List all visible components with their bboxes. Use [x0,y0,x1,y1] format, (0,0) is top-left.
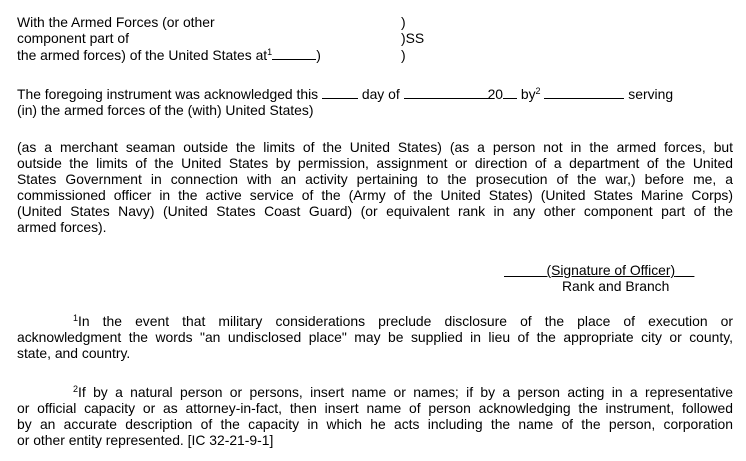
venue-line-3-text: the armed forces) of the United States at [17,47,268,63]
ack-line-2: (in) the armed forces of the (with) United States) [17,102,314,118]
body-line: (United States Navy) (United States Coast Guard) (or equivalent rank in any other component part of the [17,203,733,219]
body-line: outside the limits of the United States by permission, assignment or direction of a department of the United [17,155,733,171]
footnote-line: or official capacity or as attorney-in-fact, then insert name of person acknowledging the instrument, followed [17,400,733,416]
venue-line-3 [17,47,321,63]
body-paragraph [17,139,733,235]
footnote-2-marker: 2 [73,384,79,394]
rank-and-branch: Rank and Branch [562,278,670,294]
day-blank [322,86,358,99]
footnote-line: acknowledgment the words "an undisclosed place" may be supplied in lieu of the appropriate city or county, [17,329,733,345]
ack-line [17,86,673,102]
footnote-line: state, and country. [17,345,131,361]
ack-by: by [520,86,536,102]
body-line: States Government in connection with an activity pertaining to the prosecution of the war,) before me, a [17,171,733,187]
signature-label-text: (Signature of Officer) [546,262,676,278]
signature-label [504,262,694,278]
body-line: armed forces). [17,219,107,235]
venue-paren-3: ) [401,47,406,63]
venue-paren-1: ) [401,14,406,30]
ack-text-1: The foregoing instrument was acknowledged this [17,86,319,102]
venue-blank [272,47,316,60]
footnote-1-marker: 1 [73,313,79,323]
venue-paren-ss: )SS [401,30,425,46]
venue-line-2: component part of [17,30,129,46]
name-blank [544,86,624,99]
footnote-2-text: If by a natural person or persons, insert name or names; if by a person acting in a representative [78,384,733,400]
body-line: (as a merchant seaman outside the limits of the United States) (as a person not in the armed forces, but [17,139,733,155]
signature-line [504,262,694,278]
body-line: commissioned officer in the active service of the (Army of the United States) (United States Marine Corps) [17,187,733,203]
year-blank [503,86,517,99]
footnote-line: by an accurate description of the capacity in which he acts including the name of the person, corporation [17,416,733,432]
footnote-ref-2: 2 [535,86,541,96]
footnote-line [17,384,733,400]
ack-text-2: day of [361,86,400,102]
venue-line-1: With the Armed Forces (or other [17,14,215,30]
footnote-2 [17,384,733,448]
footnote-1 [17,313,733,361]
footnote-line [17,313,733,329]
footnote-1-text: In the event that military considerations preclude disclosure of the place of execution or [78,313,733,329]
footnote-ref-1: 1 [267,47,273,57]
venue-line-3-close: ) [316,47,321,63]
ack-serving: serving [628,86,674,102]
ack-year: 20 [487,86,504,102]
month-blank [404,86,491,99]
footnote-line: or other entity represented. [IC 32-21-9-1] [17,432,274,448]
